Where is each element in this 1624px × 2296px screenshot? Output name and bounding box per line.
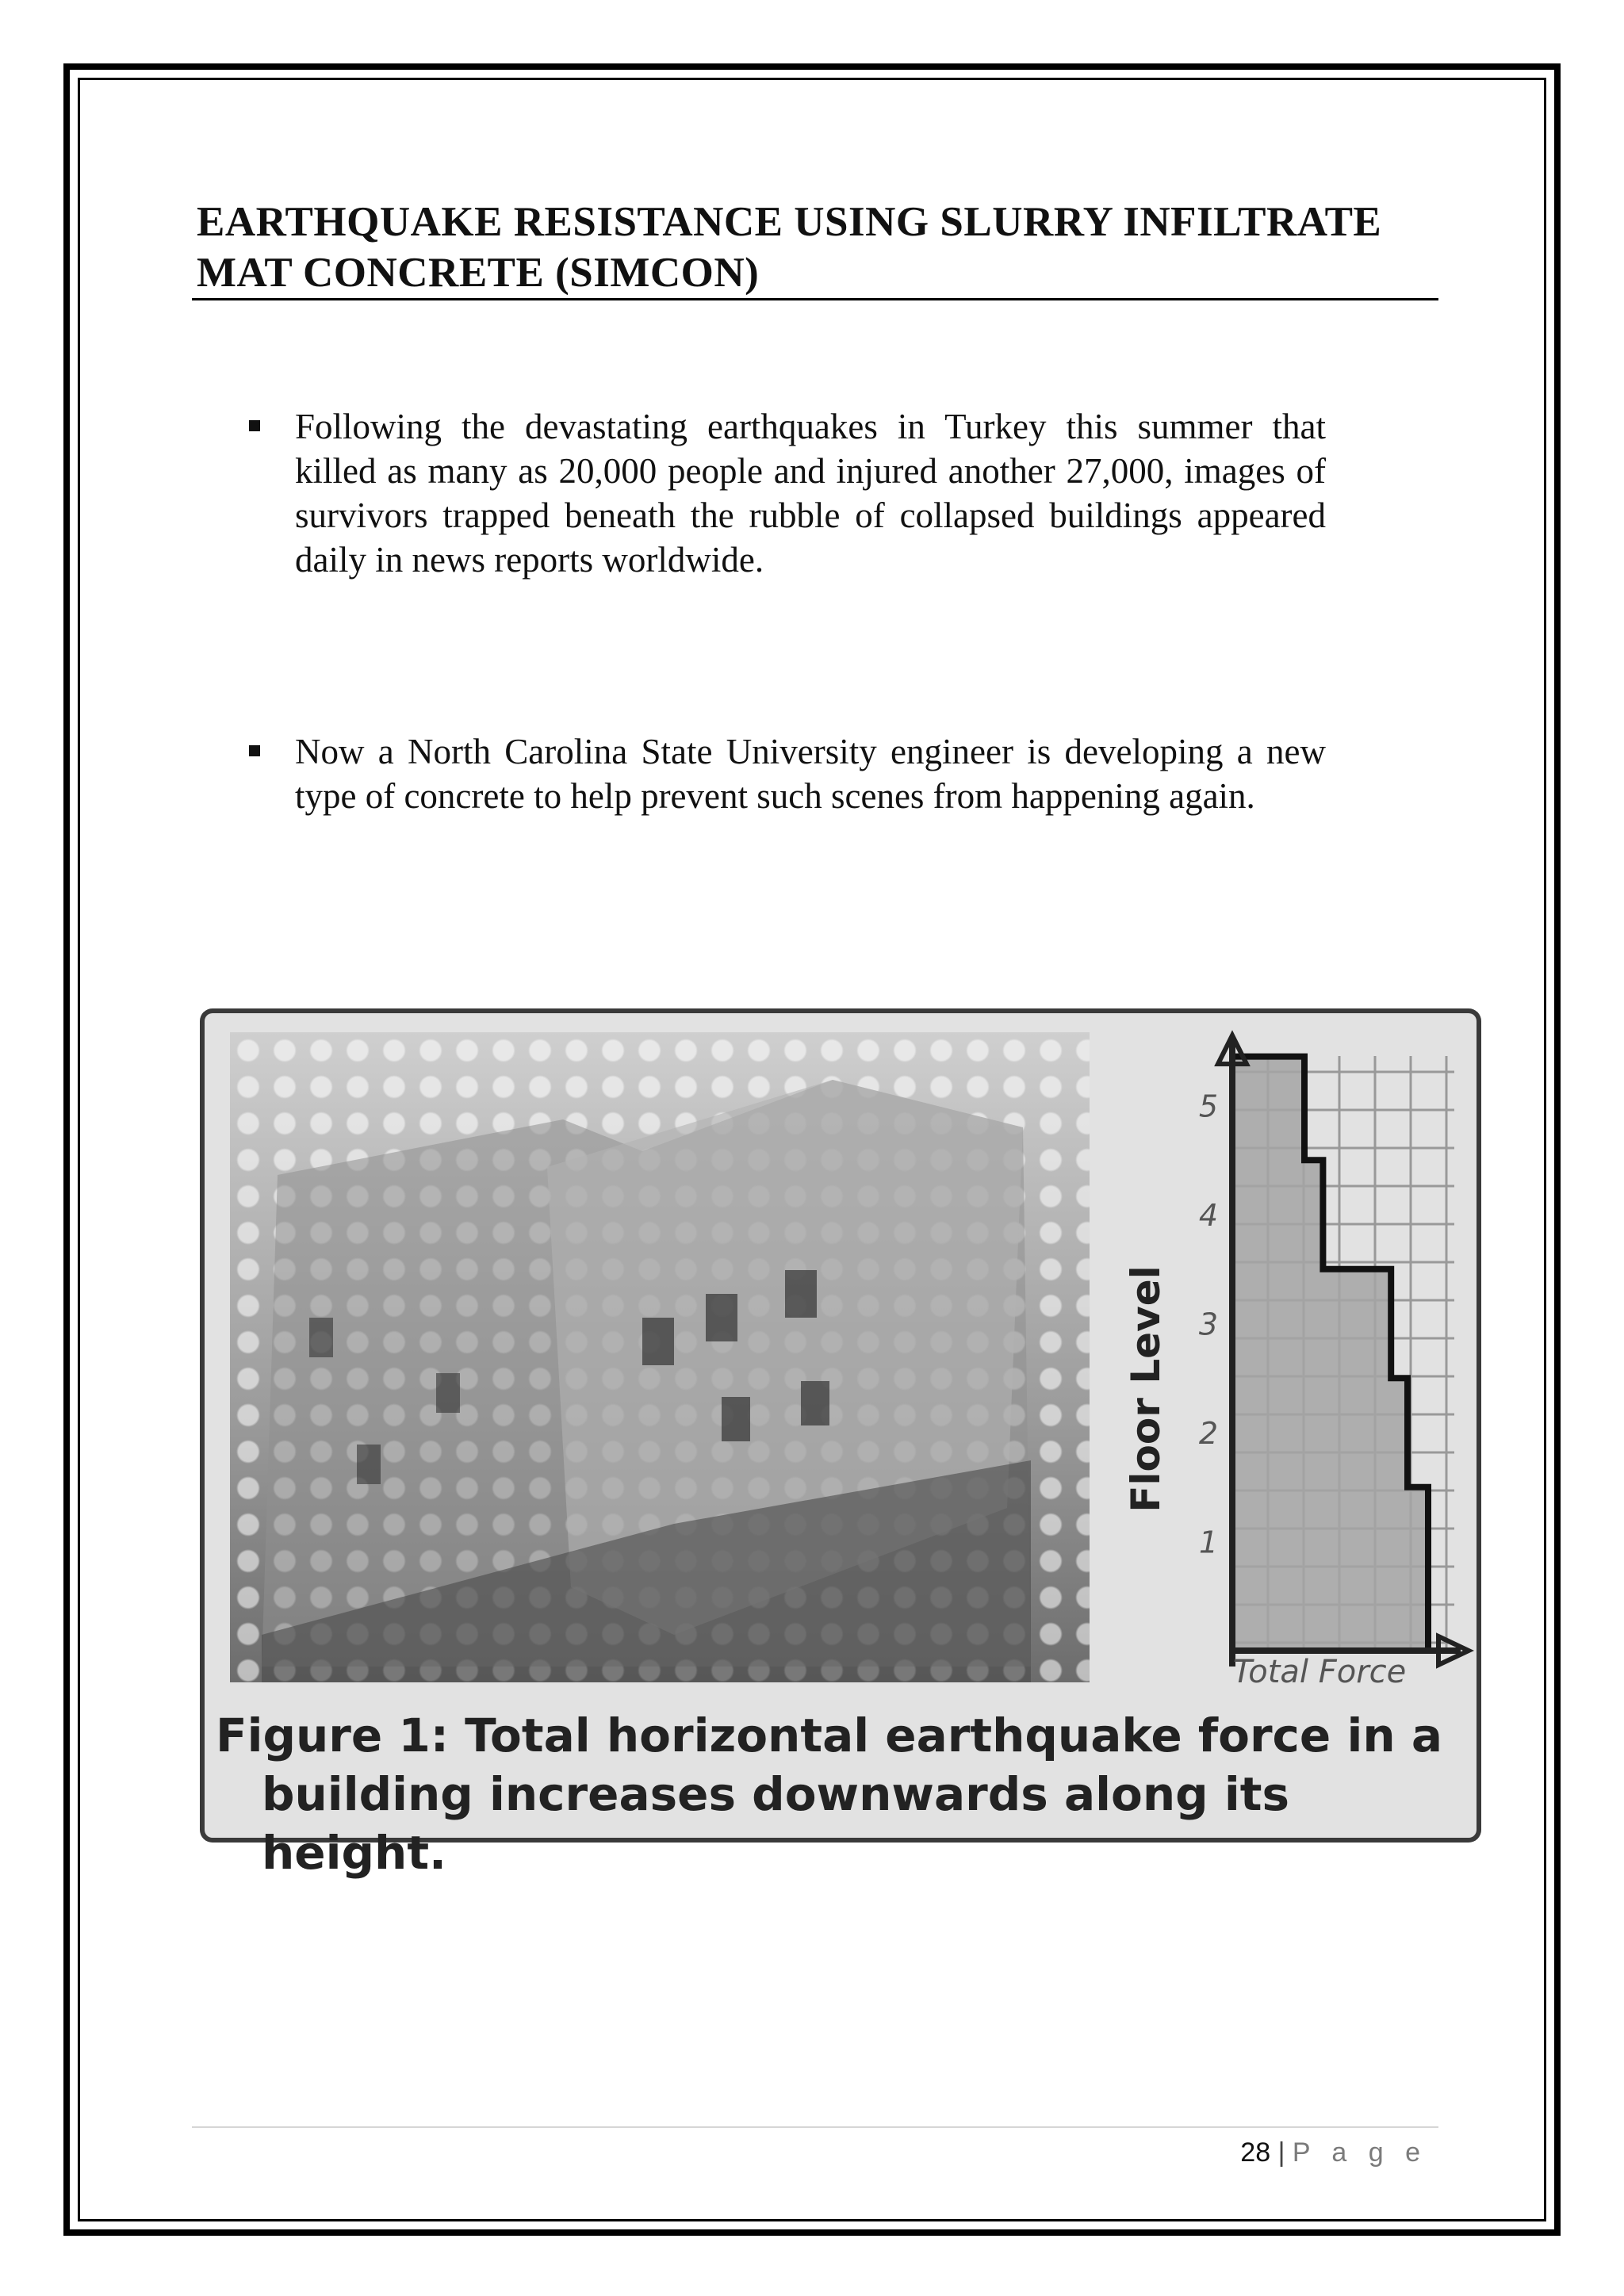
page-number: 28	[1240, 2137, 1271, 2168]
y-axis-label: Floor Level	[1123, 1265, 1169, 1513]
collapsed-building-photo	[230, 1032, 1090, 1682]
figure-caption-line-1: Figure 1: Total horizontal earthquake force in a	[216, 1709, 1442, 1762]
footer-separator: |	[1277, 2137, 1285, 2168]
bullet-text-2: Now a North Carolina State University engineer is developing a new type of concrete to help prevent such scenes from happening again.	[295, 732, 1326, 816]
square-bullet-icon	[249, 420, 260, 431]
y-tick-label: 1	[1198, 1525, 1219, 1560]
floor-force-chart	[1090, 1016, 1470, 1698]
y-tick-label: 3	[1198, 1307, 1219, 1342]
bullet-item-2	[295, 729, 1326, 818]
bullet-text-1: Following the devastating earthquakes in Turkey this summer that killed as many as 20,000 people and injured another 27,000, images of survivors trapped beneath the rubble of collapsed buildings appeared daily in news reports worldwide.	[295, 407, 1326, 580]
y-tick-label: 5	[1198, 1089, 1219, 1124]
bullet-item-1	[295, 404, 1326, 582]
title-underline	[192, 298, 1438, 300]
chart-area	[1232, 1057, 1428, 1651]
figure-caption-line-2: building increases downwards along its height.	[262, 1767, 1289, 1880]
page-word: P a g e	[1292, 2137, 1427, 2168]
chart-ticks	[1199, 1089, 1218, 1560]
y-tick-label: 4	[1198, 1198, 1219, 1233]
y-tick-label: 2	[1198, 1416, 1219, 1451]
building-illustration	[230, 1032, 1090, 1682]
figure-caption	[216, 1706, 1469, 1882]
x-axis-label: Total Force	[1232, 1654, 1407, 1690]
page-footer	[1189, 2137, 1427, 2168]
figure-1	[200, 1008, 1481, 1880]
force-area	[1232, 1057, 1428, 1651]
square-bullet-icon	[249, 745, 260, 756]
page-title: EARTHQUAKE RESISTANCE USING SLURRY INFILTRATE MAT CONCRETE (SIMCON)	[197, 199, 1382, 296]
footer-divider	[192, 2126, 1438, 2128]
